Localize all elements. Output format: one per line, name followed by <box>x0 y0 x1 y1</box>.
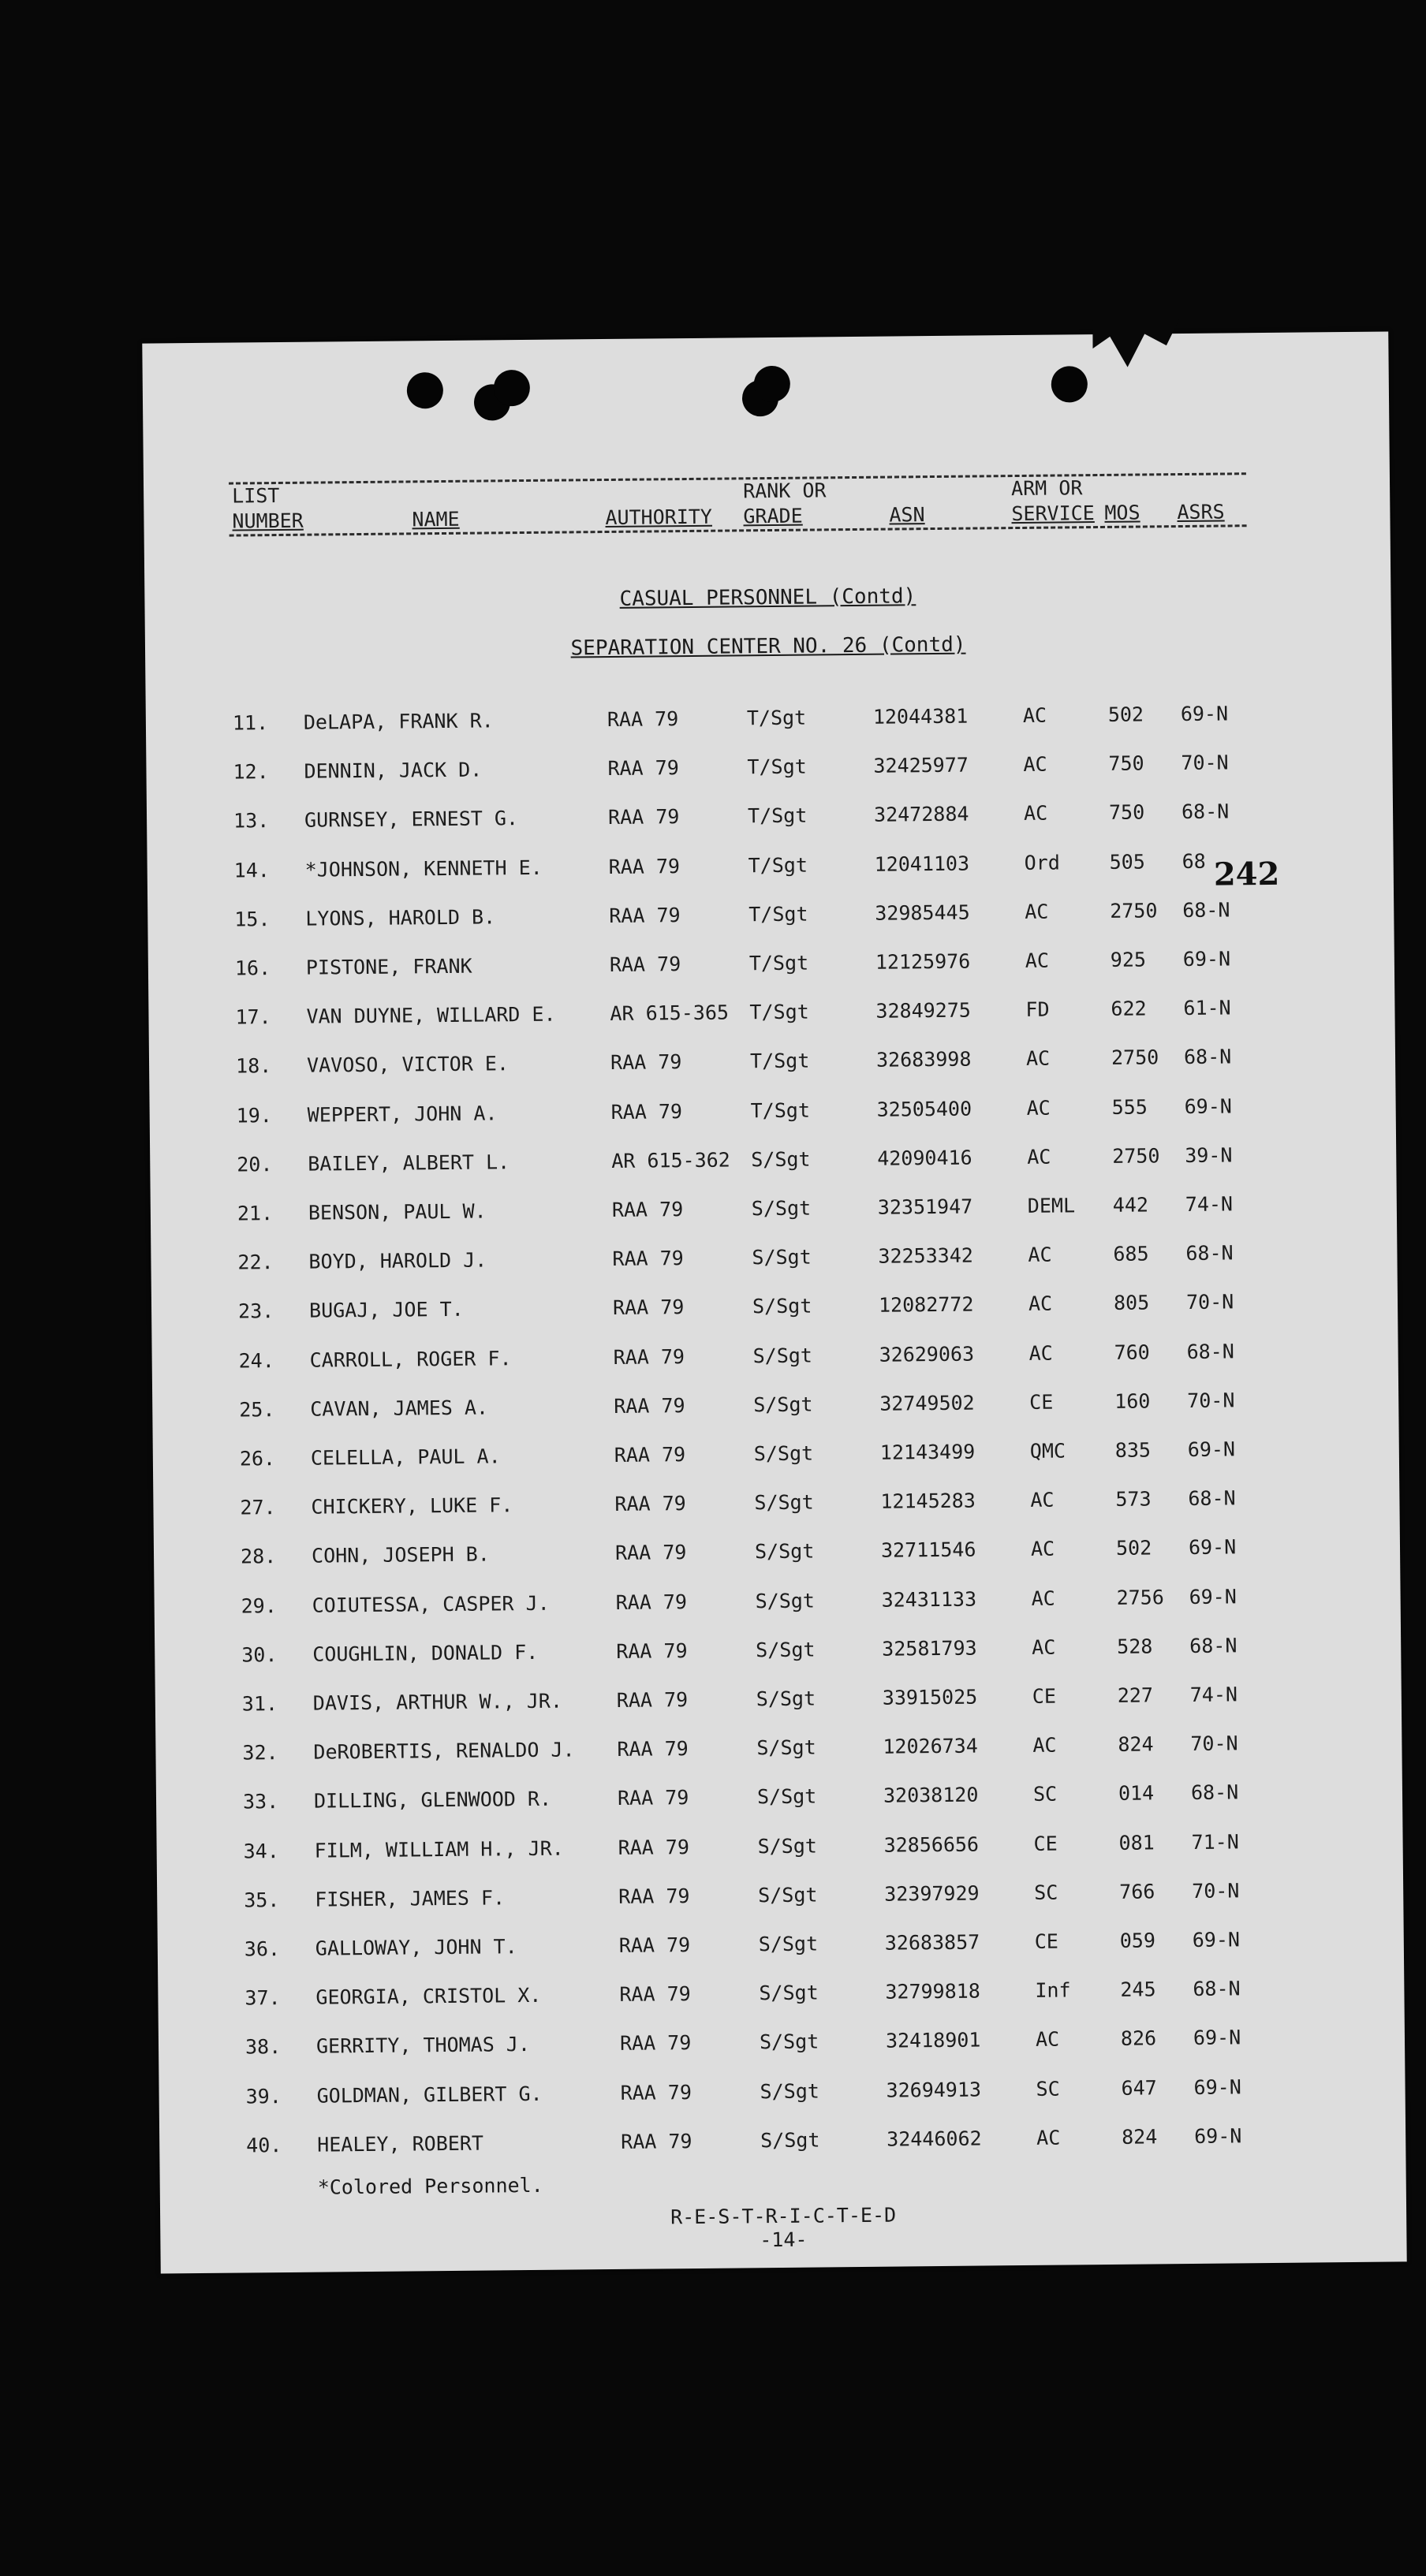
cell-authority: RAA 79 <box>613 1344 685 1369</box>
cell-arm: Ord <box>1024 851 1060 874</box>
punch-hole <box>494 370 530 406</box>
cell-num: 17. <box>235 1005 271 1029</box>
cell-asrs: 74-N <box>1185 1192 1234 1216</box>
cell-name: WEPPERT, JOHN A. <box>307 1101 498 1127</box>
cell-name: FILM, WILLIAM H., JR. <box>314 1836 564 1862</box>
cell-num: 28. <box>240 1545 277 1568</box>
cell-arm: AC <box>1022 703 1047 727</box>
cell-asn: 32253342 <box>878 1243 973 1268</box>
cell-asrs: 68-N <box>1183 1045 1232 1069</box>
cell-arm: AC <box>1032 1733 1057 1758</box>
cell-asrs: 68-N <box>1182 898 1230 922</box>
cell-num: 18. <box>235 1054 272 1078</box>
cell-authority: RAA 79 <box>618 1835 690 1859</box>
cell-authority: RAA 79 <box>607 707 679 732</box>
cell-mos: 826 <box>1120 2026 1157 2051</box>
cell-asn: 32581793 <box>882 1636 977 1661</box>
cell-grade: S/Sgt <box>751 1196 812 1221</box>
table-row <box>158 1976 1404 2019</box>
cell-name: HEALEY, ROBERT <box>317 2131 484 2157</box>
cell-asn: 42090416 <box>877 1146 972 1170</box>
cell-grade: S/Sgt <box>760 2079 820 2103</box>
cell-name: DeROBERTIS, RENALDO J. <box>313 1738 575 1764</box>
cell-grade: S/Sgt <box>755 1589 816 1612</box>
cell-arm: AC <box>1025 949 1050 972</box>
cell-arm: AC <box>1031 1586 1055 1610</box>
cell-arm: AC <box>1030 1537 1055 1561</box>
cell-mos: 059 <box>1119 1929 1156 1952</box>
table-row <box>156 1780 1402 1823</box>
cell-arm: AC <box>1026 1096 1051 1120</box>
cell-authority: RAA 79 <box>611 1198 684 1221</box>
cell-asrs: 68-N <box>1186 1340 1234 1363</box>
table-row <box>155 1731 1402 1774</box>
table-row <box>151 1191 1397 1234</box>
column-header <box>142 331 1388 533</box>
restricted-marking: R-E-S-T-R-I-C-T-E-D <box>670 2203 897 2229</box>
header-grade: GRADE <box>743 504 803 528</box>
cell-num: 35. <box>244 1888 280 1912</box>
header-authority: AUTHORITY <box>605 505 713 530</box>
cell-grade: S/Sgt <box>759 2030 819 2054</box>
cell-asrs: 71-N <box>1191 1829 1239 1854</box>
cell-mos: 227 <box>1117 1683 1154 1707</box>
cell-mos: 824 <box>1122 2125 1158 2149</box>
cell-grade: S/Sgt <box>751 1147 811 1172</box>
table-row <box>150 1142 1396 1185</box>
cell-num: 34. <box>243 1839 279 1863</box>
cell-mos: 555 <box>1111 1095 1148 1119</box>
cell-grade: S/Sgt <box>756 1735 816 1760</box>
cell-authority: AR 615-362 <box>611 1148 730 1172</box>
cell-num: 24. <box>238 1348 274 1373</box>
cell-grade: S/Sgt <box>758 1883 818 1907</box>
cell-authority: RAA 79 <box>610 1099 683 1124</box>
cell-grade: T/Sgt <box>747 755 807 779</box>
cell-name: VAN DUYNE, WILLARD E. <box>306 1002 556 1028</box>
cell-asrs: 68-N <box>1181 800 1230 824</box>
cell-asn: 32397929 <box>884 1881 980 1906</box>
header-number: NUMBER <box>232 509 304 533</box>
cell-asrs: 68-N <box>1189 1634 1237 1657</box>
cell-mos: 760 <box>1114 1340 1150 1364</box>
cell-authority: RAA 79 <box>609 903 681 927</box>
cell-grade: S/Sgt <box>753 1441 814 1466</box>
cell-mos: 160 <box>1114 1389 1151 1413</box>
cell-asrs: 68 <box>1181 849 1206 873</box>
page-stamp-number: 242 <box>1213 855 1280 893</box>
cell-asrs: 69-N <box>1193 2075 1241 2099</box>
table-row <box>148 945 1394 989</box>
cell-num: 29. <box>241 1594 277 1618</box>
cell-num: 20. <box>237 1152 273 1176</box>
cell-arm: AC <box>1025 1047 1051 1071</box>
cell-num: 16. <box>234 956 271 980</box>
cell-num: 32. <box>242 1741 278 1765</box>
cell-asrs: 68-N <box>1185 1241 1234 1266</box>
header-rule-top <box>229 472 1246 484</box>
cell-authority: RAA 79 <box>614 1541 687 1565</box>
table-row <box>159 2025 1405 2068</box>
cell-grade: T/Sgt <box>748 853 808 877</box>
cell-mos: 647 <box>1121 2075 1157 2100</box>
cell-asn: 12044381 <box>872 704 969 729</box>
cell-mos: 2750 <box>1111 1046 1159 1070</box>
table-row <box>153 1436 1399 1479</box>
cell-grade: S/Sgt <box>756 1784 817 1809</box>
cell-num: 22. <box>237 1251 274 1274</box>
cell-mos: 685 <box>1113 1242 1149 1266</box>
cell-grade: T/Sgt <box>748 951 809 975</box>
table-row <box>147 799 1393 842</box>
cell-grade: T/Sgt <box>747 803 808 828</box>
cell-asn: 32856656 <box>883 1832 980 1857</box>
cell-name: BENSON, PAUL W. <box>308 1199 487 1225</box>
cell-mos: 442 <box>1112 1193 1149 1217</box>
cell-arm: DEML <box>1027 1194 1076 1217</box>
cell-grade: T/Sgt <box>749 1000 809 1024</box>
cell-authority: RAA 79 <box>617 1737 689 1761</box>
table-row <box>147 897 1394 940</box>
cell-grade: S/Sgt <box>756 1638 816 1662</box>
cell-authority: RAA 79 <box>619 1982 691 2007</box>
cell-name: FISHER, JAMES F. <box>315 1886 506 1911</box>
cell-grade: S/Sgt <box>756 1687 816 1711</box>
cell-asn: 32629063 <box>879 1342 975 1366</box>
subsection-title: SEPARATION CENTER NO. 26 (Contd) <box>570 632 966 661</box>
cell-asrs: 69-N <box>1182 947 1231 971</box>
cell-arm: FD <box>1025 997 1050 1022</box>
cell-asn: 12143499 <box>879 1440 976 1464</box>
cell-asn: 32749502 <box>879 1391 975 1415</box>
cell-mos: 2750 <box>1112 1144 1160 1168</box>
cell-authority: RAA 79 <box>614 1393 685 1418</box>
cell-num: 15. <box>234 907 271 931</box>
cell-authority: RAA 79 <box>608 854 681 878</box>
cell-asrs: 69-N <box>1189 1584 1237 1609</box>
cell-name: COHN, JOSEPH B. <box>311 1542 490 1568</box>
cell-authority: RAA 79 <box>620 2080 692 2104</box>
cell-num: 38. <box>245 2035 282 2059</box>
cell-name: BAILEY, ALBERT L. <box>308 1150 510 1176</box>
cell-grade: S/Sgt <box>759 1981 819 2005</box>
cell-grade: S/Sgt <box>754 1490 814 1515</box>
cell-name: *JOHNSON, KENNETH E. <box>304 856 543 882</box>
header-arm: ARM OR <box>1010 476 1083 501</box>
cell-name: DENNIN, JACK D. <box>304 758 483 783</box>
header-asrs: ASRS <box>1177 500 1225 524</box>
cell-num: 21. <box>237 1202 274 1225</box>
cell-mos: 824 <box>1118 1732 1154 1757</box>
cell-grade: T/Sgt <box>749 1049 810 1073</box>
cell-mos: 245 <box>1120 1978 1156 2002</box>
cell-grade: T/Sgt <box>746 706 807 730</box>
cell-name: CARROLL, ROGER F. <box>309 1346 512 1372</box>
cell-arm: CE <box>1029 1390 1054 1414</box>
cell-name: BOYD, HAROLD J. <box>308 1248 487 1273</box>
cell-authority: RAA 79 <box>614 1492 686 1516</box>
cell-grade: S/Sgt <box>752 1294 812 1318</box>
cell-asrs: 74-N <box>1189 1683 1238 1706</box>
table-row <box>159 2074 1405 2117</box>
cell-num: 12. <box>233 760 269 784</box>
table-row <box>153 1486 1399 1529</box>
cell-authority: RAA 79 <box>614 1443 686 1467</box>
torn-corner <box>1092 319 1180 367</box>
cell-name: DeLAPA, FRANK R. <box>303 709 494 734</box>
document-page <box>142 331 1406 2273</box>
table-row <box>159 2123 1405 2166</box>
cell-mos: 766 <box>1119 1880 1155 1903</box>
cell-asrs: 69-N <box>1193 2026 1241 2050</box>
cell-arm: AC <box>1036 2126 1061 2149</box>
cell-mos: 081 <box>1118 1831 1155 1855</box>
cell-asrs: 70-N <box>1185 1290 1234 1314</box>
cell-name: DILLING, GLENWOOD R. <box>313 1788 552 1814</box>
cell-name: COIUTESSA, CASPER J. <box>312 1591 550 1617</box>
cell-asrs: 69-N <box>1192 1928 1241 1952</box>
cell-arm: CE <box>1033 1832 1058 1855</box>
cell-num: 13. <box>233 809 270 833</box>
page-number: -14- <box>760 2227 808 2252</box>
cell-arm: QMC <box>1029 1439 1066 1463</box>
table-row <box>151 1289 1398 1333</box>
cell-asrs: 68-N <box>1188 1486 1236 1511</box>
cell-num: 11. <box>232 711 269 735</box>
punch-hole <box>754 366 790 402</box>
cell-num: 14. <box>233 858 270 882</box>
cell-asn: 32985445 <box>875 900 970 925</box>
cell-num: 33. <box>242 1790 279 1814</box>
cell-mos: 925 <box>1110 948 1147 971</box>
cell-arm: AC <box>1028 1341 1053 1365</box>
table-row <box>146 750 1392 793</box>
cell-asn: 33915025 <box>882 1685 978 1709</box>
cell-arm: AC <box>1023 752 1047 777</box>
cell-asrs: 70-N <box>1181 751 1229 775</box>
cell-authority: RAA 79 <box>618 1933 691 1957</box>
cell-asn: 12041103 <box>874 852 970 876</box>
table-row <box>146 700 1392 744</box>
header-service: SERVICE <box>1011 501 1095 526</box>
cell-arm: CE <box>1034 1929 1059 1953</box>
cell-asrs: 69-N <box>1194 2124 1242 2148</box>
cell-name: COUGHLIN, DONALD F. <box>312 1640 539 1666</box>
table-row <box>151 1240 1397 1284</box>
cell-arm: SC <box>1034 1881 1058 1904</box>
header-rule-bottom <box>230 524 1247 536</box>
table-row <box>157 1877 1403 1921</box>
footnote: *Colored Personnel. <box>317 2173 543 2199</box>
cell-asn: 12125976 <box>875 949 971 974</box>
cell-mos: 835 <box>1114 1438 1152 1462</box>
cell-asn: 32418901 <box>885 2028 981 2053</box>
cell-arm: AC <box>1032 1635 1056 1659</box>
cell-asrs: 69-N <box>1184 1094 1232 1118</box>
cell-mos: 2756 <box>1116 1585 1164 1609</box>
cell-asn: 32849275 <box>875 998 972 1023</box>
cell-authority: RAA 79 <box>621 2129 692 2153</box>
header-name: NAME <box>412 507 460 531</box>
cell-authority: RAA 79 <box>612 1295 685 1320</box>
cell-asn: 32683857 <box>884 1930 980 1955</box>
cell-authority: RAA 79 <box>615 1590 688 1614</box>
cell-name: CHICKERY, LUKE F. <box>311 1493 513 1519</box>
cell-grade: S/Sgt <box>752 1344 813 1367</box>
cell-mos: 622 <box>1111 997 1147 1021</box>
cell-asrs: 69-N <box>1188 1535 1237 1560</box>
cell-num: 23. <box>237 1299 274 1323</box>
cell-asrs: 39-N <box>1185 1143 1233 1167</box>
cell-name: GURNSEY, ERNEST G. <box>304 807 519 833</box>
cell-asn: 32711546 <box>880 1538 976 1563</box>
cell-arm: AC <box>1025 900 1049 923</box>
cell-grade: S/Sgt <box>753 1392 813 1417</box>
header-asn: ASN <box>889 503 925 527</box>
table-row <box>148 995 1394 1038</box>
cell-name: GERRITY, THOMAS J. <box>315 2033 531 2059</box>
cell-num: 39. <box>245 2084 282 2108</box>
cell-authority: RAA 79 <box>612 1247 684 1271</box>
table-row <box>152 1338 1398 1381</box>
cell-mos: 750 <box>1108 800 1145 825</box>
cell-asn: 32431133 <box>881 1587 977 1612</box>
cell-authority: RAA 79 <box>607 756 679 781</box>
table-row <box>155 1681 1402 1724</box>
table-row <box>152 1387 1398 1430</box>
cell-grade: S/Sgt <box>757 1834 818 1858</box>
cell-mos: 573 <box>1115 1487 1152 1512</box>
cell-authority: RAA 79 <box>616 1638 688 1663</box>
cell-asrs: 70-N <box>1190 1732 1238 1756</box>
punch-hole <box>407 372 443 408</box>
cell-asrs: 68-N <box>1190 1780 1239 1805</box>
cell-mos: 014 <box>1118 1781 1155 1806</box>
cell-name: CELELLA, PAUL A. <box>310 1445 501 1470</box>
cell-num: 37. <box>245 1986 281 2010</box>
cell-arm: SC <box>1036 2077 1060 2101</box>
cell-name: GALLOWAY, JOHN T. <box>315 1935 517 1960</box>
cell-authority: RAA 79 <box>609 952 681 976</box>
header-rank: RANK OR <box>742 479 827 503</box>
cell-arm: AC <box>1028 1292 1053 1316</box>
table-row <box>155 1583 1401 1627</box>
cell-num: 27. <box>240 1496 276 1519</box>
cell-arm: SC <box>1032 1782 1058 1806</box>
cell-grade: S/Sgt <box>758 1932 819 1956</box>
cell-arm: AC <box>1028 1243 1052 1267</box>
cell-grade: T/Sgt <box>750 1098 811 1122</box>
cell-arm: AC <box>1030 1488 1055 1512</box>
cell-mos: 505 <box>1109 850 1145 874</box>
table-row <box>150 1093 1396 1136</box>
cell-mos: 2750 <box>1110 899 1158 923</box>
cell-asrs: 61-N <box>1183 996 1231 1020</box>
cell-name: LYONS, HAROLD B. <box>305 905 496 930</box>
cell-mos: 528 <box>1117 1635 1153 1658</box>
cell-authority: AR 615-365 <box>610 1001 730 1026</box>
cell-grade: S/Sgt <box>754 1539 815 1564</box>
cell-authority: RAA 79 <box>607 805 680 829</box>
cell-asn: 32694913 <box>886 2078 982 2102</box>
cell-asn: 12145283 <box>880 1489 976 1513</box>
cell-authority: RAA 79 <box>618 1884 690 1908</box>
cell-authority: RAA 79 <box>619 2031 692 2056</box>
cell-num: 31. <box>241 1692 278 1716</box>
cell-asrs: 70-N <box>1187 1389 1235 1412</box>
cell-asn: 32505400 <box>876 1097 972 1121</box>
cell-num: 19. <box>236 1103 272 1128</box>
cell-arm: Inf <box>1035 1978 1071 2003</box>
cell-grade: S/Sgt <box>760 2128 820 2153</box>
table-row <box>157 1829 1403 1872</box>
section-title: CASUAL PERSONNEL (Contd) <box>619 584 916 611</box>
cell-authority: RAA 79 <box>616 1688 689 1712</box>
cell-asn: 32472884 <box>873 802 969 827</box>
cell-asrs: 69-N <box>1180 702 1229 726</box>
cell-num: 26. <box>239 1447 276 1471</box>
cell-asn: 12082772 <box>878 1292 974 1318</box>
cell-asrs: 69-N <box>1187 1437 1236 1461</box>
table-row <box>158 1926 1404 1970</box>
cell-asn: 12026734 <box>883 1734 978 1758</box>
cell-authority: RAA 79 <box>610 1050 682 1075</box>
cell-mos: 502 <box>1115 1536 1152 1560</box>
cell-authority: RAA 79 <box>617 1786 689 1810</box>
table-row <box>155 1632 1401 1676</box>
cell-grade: T/Sgt <box>748 902 808 926</box>
header-list: LIST <box>232 483 280 508</box>
cell-grade: S/Sgt <box>752 1245 812 1269</box>
cell-asrs: 68-N <box>1193 1977 1241 2001</box>
cell-name: GEORGIA, CRISTOL X. <box>315 1984 542 2009</box>
cell-num: 30. <box>241 1642 278 1667</box>
cell-asn: 32038120 <box>883 1783 979 1808</box>
table-row <box>154 1534 1400 1578</box>
cell-num: 25. <box>239 1397 275 1422</box>
punch-hole <box>1051 366 1088 402</box>
table-row <box>147 848 1394 891</box>
cell-arm: AC <box>1035 2027 1060 2052</box>
cell-mos: 805 <box>1113 1291 1150 1315</box>
cell-num: 36. <box>244 1937 281 1961</box>
cell-asn: 32446062 <box>887 2127 982 2151</box>
cell-arm: AC <box>1027 1145 1051 1169</box>
header-mos: MOS <box>1104 501 1140 524</box>
cell-arm: CE <box>1032 1684 1057 1708</box>
cell-asn: 32799818 <box>885 1979 980 2004</box>
cell-name: DAVIS, ARTHUR W., JR. <box>312 1689 563 1715</box>
cell-name: CAVAN, JAMES A. <box>310 1396 489 1421</box>
cell-arm: AC <box>1023 802 1048 826</box>
cell-asrs: 70-N <box>1192 1879 1240 1903</box>
cell-asn: 32425977 <box>873 753 969 777</box>
cell-name: VAVOSO, VICTOR E. <box>306 1052 510 1078</box>
cell-mos: 750 <box>1108 751 1144 776</box>
table-row <box>149 1044 1395 1087</box>
cell-mos: 502 <box>1107 703 1144 726</box>
cell-asn: 32351947 <box>877 1195 973 1219</box>
cell-name: GOLDMAN, GILBERT G. <box>316 2082 543 2108</box>
cell-asn: 32683998 <box>875 1047 972 1072</box>
cell-name: BUGAJ, JOE T. <box>308 1298 464 1323</box>
cell-num: 40. <box>246 2133 282 2157</box>
cell-name: PISTONE, FRANK <box>305 954 472 979</box>
